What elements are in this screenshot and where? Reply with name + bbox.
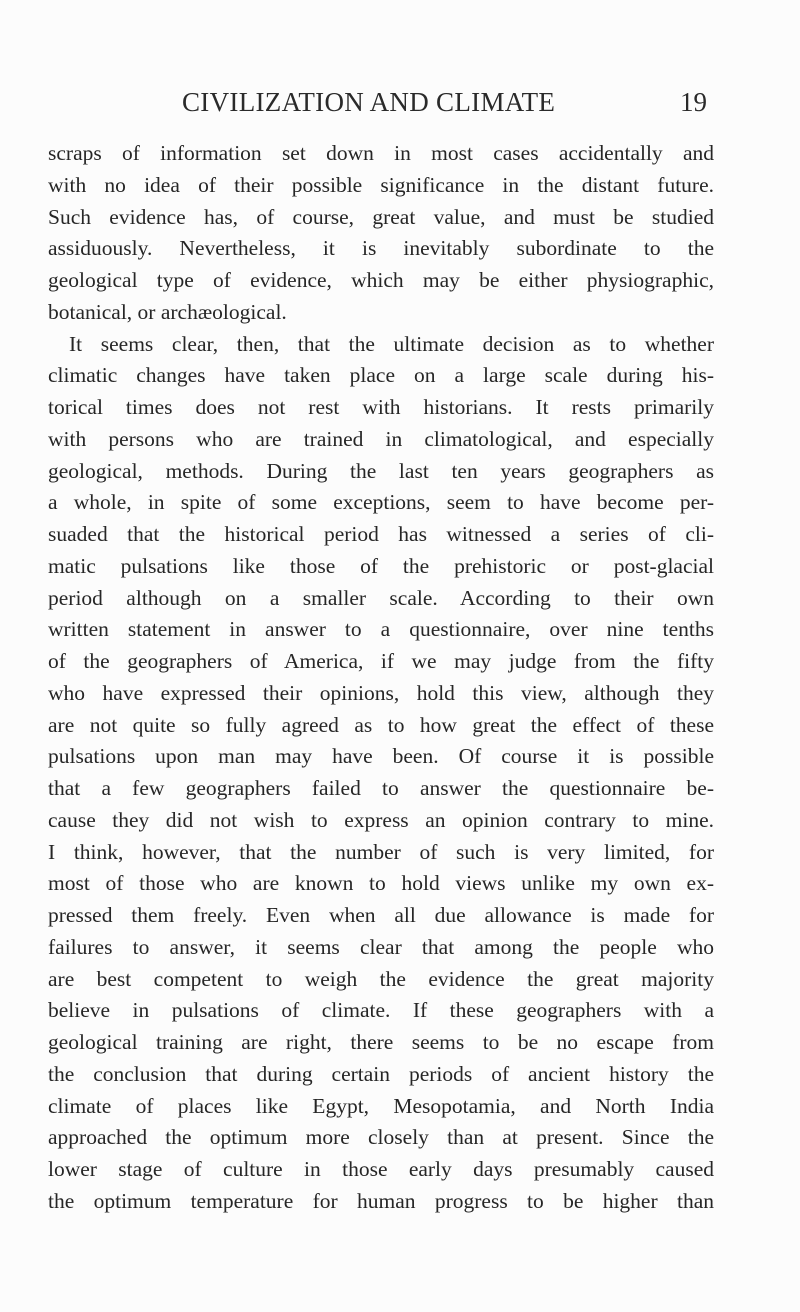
text-line: suaded that the historical period has witnessed a series of cli- [48,522,714,546]
text-line: climate of places like Egypt, Mesopotamia, and North India [48,1093,714,1118]
text-line: the optimum temperature for human progress to be higher than [48,1188,714,1213]
text-line: cause they did not wish to express an opinion contrary to mine. [48,807,714,832]
text-line: matic pulsations like those of the prehistoric or post-glacial [48,553,714,578]
text-line: of the geographers of America, if we may judge from the fifty [48,649,714,673]
text-line: geological type of evidence, which may be either physiographic, [48,268,714,292]
text-line: lower stage of culture in those early days presumably caused [48,1157,714,1181]
text-line: botanical, or archæological. [48,299,287,324]
text-line: geological, methods. During the last ten years geographers as [48,458,714,483]
text-line: period although on a smaller scale. According to their own [48,585,714,610]
text-line: believe in pulsations of climate. If these geographers with a [48,998,714,1023]
text-line: with persons who are trained in climatological, and especially [48,426,714,451]
page-number: 19 [680,87,707,117]
running-title: CIVILIZATION AND CLIMATE [182,87,556,117]
body-text [48,138,714,1218]
text-line: failures to answer, it seems clear that among the people who [48,934,714,959]
text-line: the conclusion that during certain periods of ancient history the [48,1061,714,1086]
text-line: torical times does not rest with historians. It rests primarily [48,395,714,419]
text-line: who have expressed their opinions, hold this view, although they [48,680,714,705]
text-line: that a few geographers failed to answer the questionnaire be- [48,776,714,800]
text-line: Such evidence has, of course, great value, and must be studied [48,204,714,229]
text-line: assiduously. Nevertheless, it is inevitably subordinate to the [48,236,714,261]
text-line: approached the optimum more closely than at present. Since the [48,1125,714,1150]
text-line: are best competent to weigh the evidence the great majority [48,966,714,991]
text-line: are not quite so fully agreed as to how great the effect of these [48,712,714,737]
text-line: I think, however, that the number of such is very limited, for [48,839,714,864]
text-line: pressed them freely. Even when all due allowance is made for [48,903,714,927]
text-line: most of those who are known to hold views unlike my own ex- [48,871,714,896]
text-line: written statement in answer to a questionnaire, over nine tenths [48,617,714,642]
text-line: climatic changes have taken place on a large scale during his- [48,363,714,388]
text-line: scraps of information set down in most cases accidentally and [48,141,714,165]
text-line: with no idea of their possible significance in the distant future. [48,172,714,197]
text-line: It seems clear, then, that the ultimate decision as to whether [69,331,714,356]
text-line: geological training are right, there seems to be no escape from [48,1030,714,1054]
text-line: pulsations upon man may have been. Of course it is possible [48,744,714,769]
text-line: a whole, in spite of some exceptions, seem to have become per- [48,490,714,515]
